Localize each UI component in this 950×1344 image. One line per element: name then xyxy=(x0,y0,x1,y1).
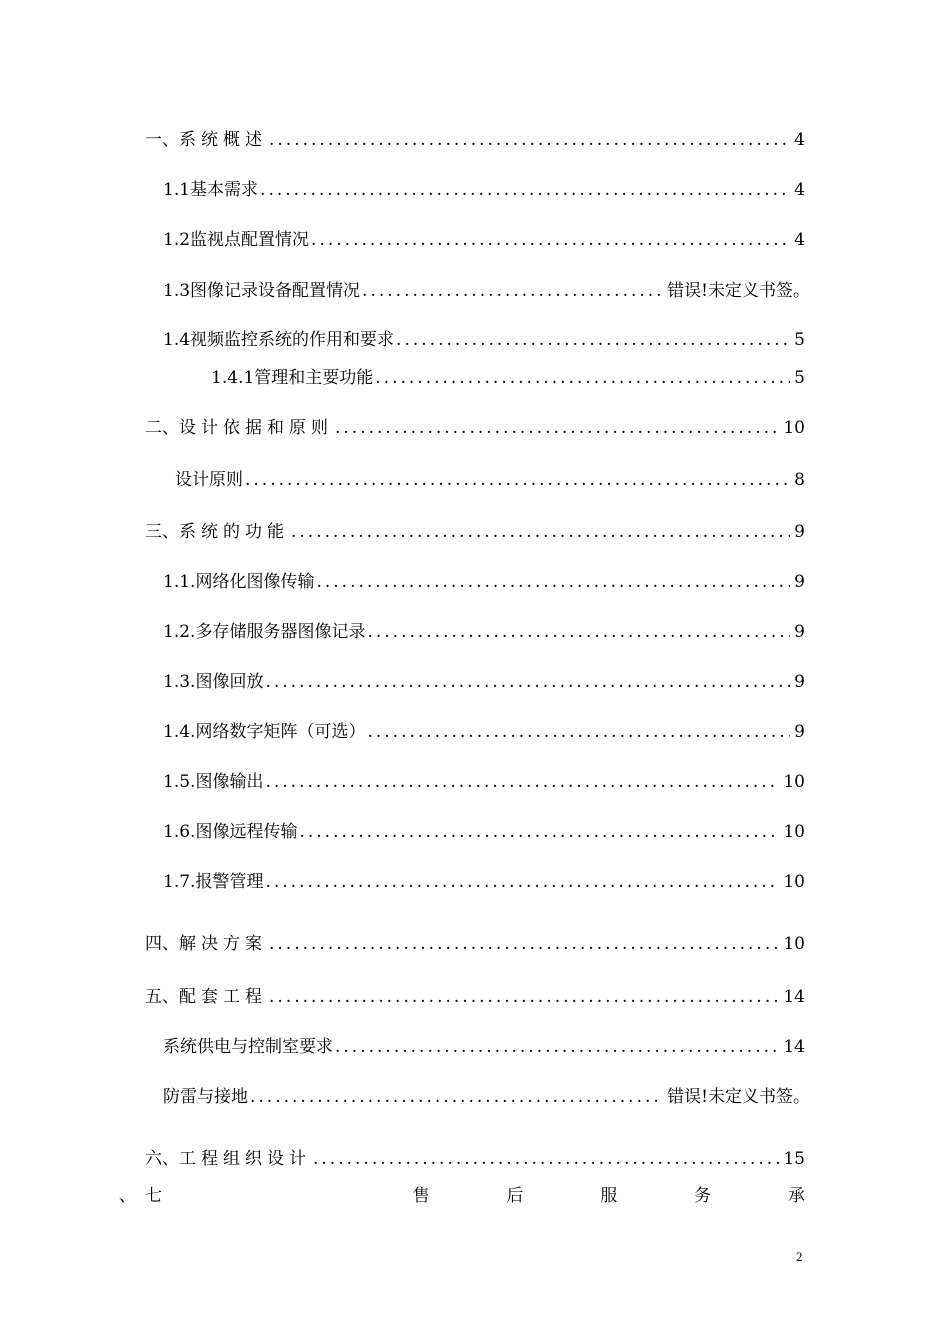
toc-leader-dots xyxy=(265,870,779,894)
toc-entry-label: 多存储服务器图像记录 xyxy=(195,622,366,642)
toc-entry-number: 1.1. xyxy=(163,572,196,592)
toc-entry[interactable] xyxy=(163,228,805,252)
toc-entry-number: 1.2. xyxy=(163,622,196,642)
toc-entry-label: 解决方案 xyxy=(179,934,267,954)
toc-entry[interactable] xyxy=(145,128,805,152)
toc-entry-page: 10 xyxy=(783,418,805,438)
toc-entry-page: 错误!未定义书签。 xyxy=(667,281,810,301)
toc-entry-label: 工程组织设计 xyxy=(179,1149,311,1169)
toc-entry-number: 1.2 xyxy=(163,230,191,250)
toc-entry-label: 管理和主要功能 xyxy=(254,368,374,388)
toc-entry[interactable] xyxy=(163,570,805,594)
toc-entry-label: 网络化图像传输 xyxy=(195,572,315,592)
toc-entry[interactable] xyxy=(163,178,805,202)
toc-entry-label: 基本需求 xyxy=(190,180,259,200)
toc-entry-page: 5 xyxy=(794,368,805,388)
toc-char: 售 xyxy=(412,1186,430,1206)
toc-entry-number: 四、 xyxy=(145,934,179,954)
toc-entry[interactable] xyxy=(163,770,805,794)
toc-entry-label: 图像输出 xyxy=(195,772,264,792)
toc-entry[interactable] xyxy=(175,468,805,492)
toc-entry-page: 9 xyxy=(794,622,805,642)
toc-entry[interactable] xyxy=(163,328,805,352)
toc-entry-number: 1.4 xyxy=(163,330,191,350)
toc-entry-number: 五、 xyxy=(145,987,179,1007)
toc-entry[interactable] xyxy=(163,670,805,694)
toc-leader-dots xyxy=(299,820,779,844)
toc-entry-page: 10 xyxy=(783,872,805,892)
toc-entry-page: 15 xyxy=(783,1149,805,1169)
toc-entry-page: 4 xyxy=(794,130,805,150)
toc-leader-dots xyxy=(367,620,790,644)
toc-leader-dots xyxy=(362,279,663,303)
toc-leader-dots xyxy=(269,128,790,152)
toc-entry-page: 9 xyxy=(794,672,805,692)
toc-entry-label: 报警管理 xyxy=(195,872,264,892)
toc-leader-dots xyxy=(396,328,790,352)
toc-entry-label: 配套工程 xyxy=(179,987,267,1007)
toc-leader-dots xyxy=(265,670,790,694)
toc-entry[interactable] xyxy=(211,366,805,390)
toc-entry-number: 三、 xyxy=(145,522,179,542)
toc-entry[interactable] xyxy=(163,279,810,303)
toc-entry-page: 4 xyxy=(794,230,805,250)
toc-entry-number: 一、 xyxy=(145,130,179,150)
toc-entry-page: 10 xyxy=(783,772,805,792)
toc-leader-dots xyxy=(269,985,779,1009)
toc-entry[interactable] xyxy=(163,1035,805,1059)
toc-entry-label: 系统的功能 xyxy=(179,522,289,542)
toc-entry[interactable] xyxy=(145,1147,805,1171)
toc-leader-dots xyxy=(335,416,779,440)
toc-leader-dots xyxy=(265,770,779,794)
toc-entry-label: 系统概述 xyxy=(179,130,267,150)
toc-entry-number: 1.7. xyxy=(163,872,196,892)
toc-entry[interactable] xyxy=(145,985,805,1009)
toc-entry[interactable] xyxy=(163,870,805,894)
toc-leader-dots xyxy=(291,520,790,544)
toc-entry-page: 10 xyxy=(783,934,805,954)
toc-entry[interactable] xyxy=(145,932,805,956)
toc-char: 后 xyxy=(506,1186,524,1206)
toc-entry-number: 二、 xyxy=(145,418,179,438)
toc-char: 、 xyxy=(118,1186,136,1206)
toc-leader-dots xyxy=(316,570,790,594)
toc-entry-page: 14 xyxy=(783,987,805,1007)
toc-entry-number: 六、 xyxy=(145,1149,179,1169)
toc-leader-dots xyxy=(335,1035,779,1059)
toc-char: 七 xyxy=(145,1186,162,1206)
toc-entry[interactable] xyxy=(163,820,805,844)
toc-entry-number: 1.5. xyxy=(163,772,196,792)
toc-entry-label: 图像远程传输 xyxy=(195,822,298,842)
toc-entry-label: 图像回放 xyxy=(195,672,264,692)
toc-entry-label: 网络数字矩阵（可选） xyxy=(195,722,366,742)
toc-entry[interactable] xyxy=(145,520,805,544)
toc-char: 务 xyxy=(694,1186,712,1206)
toc-entry-number: 1.3. xyxy=(163,672,196,692)
toc-leader-dots xyxy=(245,468,790,492)
toc-leader-dots xyxy=(311,228,790,252)
toc-entry-number: 1.4.1 xyxy=(211,368,255,388)
toc-entry-page: 9 xyxy=(794,522,805,542)
toc-entry-number: 1.1 xyxy=(163,180,191,200)
toc-entry-page: 9 xyxy=(794,572,805,592)
toc-leader-dots xyxy=(269,932,779,956)
toc-entry-page: 14 xyxy=(783,1037,805,1057)
toc-entry[interactable] xyxy=(163,620,805,644)
toc-entry-number: 1.6. xyxy=(163,822,196,842)
toc-entry-page: 8 xyxy=(794,470,805,490)
toc-char: 服 xyxy=(600,1186,618,1206)
toc-leader-dots xyxy=(250,1085,663,1109)
toc-entry-page: 9 xyxy=(794,722,805,742)
toc-entry-page: 10 xyxy=(783,822,805,842)
toc-char: 承 xyxy=(787,1186,805,1206)
toc-entry-page: 5 xyxy=(794,330,805,350)
toc-entry-page: 4 xyxy=(794,180,805,200)
toc-entry-number: 1.3 xyxy=(163,281,191,301)
toc-entry-label: 系统供电与控制室要求 xyxy=(163,1037,333,1057)
toc-entry[interactable] xyxy=(145,416,805,440)
toc-entry-label: 设计原则 xyxy=(175,470,243,490)
toc-leader-dots xyxy=(313,1147,779,1171)
toc-entry[interactable] xyxy=(163,1085,810,1109)
toc-entry-truncated[interactable] xyxy=(118,1184,805,1208)
page-number: 2 xyxy=(796,1249,803,1264)
toc-leader-dots xyxy=(375,366,790,390)
toc-entry-label: 图像记录设备配置情况 xyxy=(190,281,361,301)
toc-entry-label: 监视点配置情况 xyxy=(190,230,310,250)
toc-leader-dots xyxy=(367,720,790,744)
toc-entry-number: 1.4. xyxy=(163,722,196,742)
toc-entry-label: 设计依据和原则 xyxy=(179,418,333,438)
toc-entry-label: 防雷与接地 xyxy=(163,1087,248,1107)
toc-entry[interactable] xyxy=(163,720,805,744)
toc-entry-label: 视频监控系统的作用和要求 xyxy=(190,330,395,350)
toc-leader-dots xyxy=(260,178,790,202)
toc-entry-page: 错误!未定义书签。 xyxy=(667,1087,810,1107)
